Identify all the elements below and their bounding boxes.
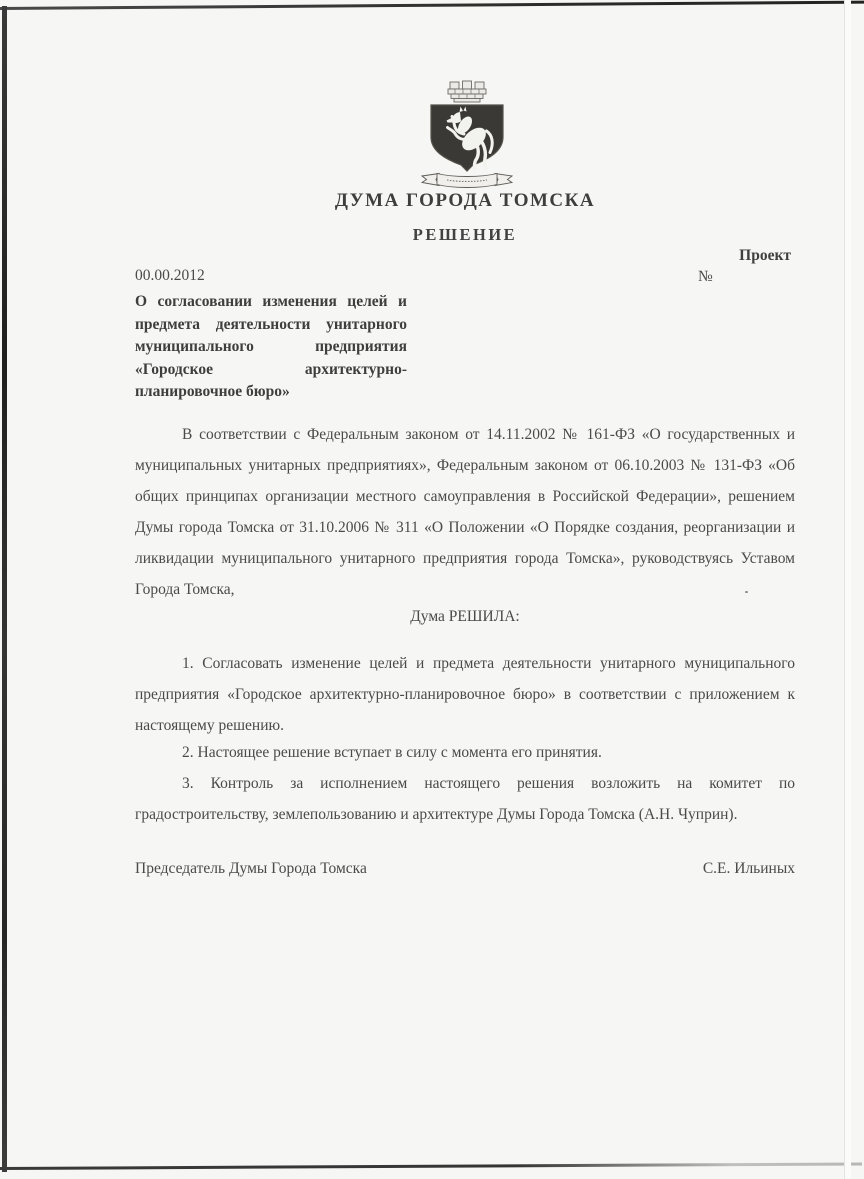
signature-row bbox=[135, 860, 795, 878]
mural-crown-icon bbox=[448, 81, 486, 102]
resolution-item-3: 3. Контроль за исполнением настоящего решения возложить на комитет по градостроительству, землепользованию и архитектуре Думы Города Томска (А.Н. Чуприн). bbox=[135, 775, 795, 823]
draft-label: Проект bbox=[739, 247, 791, 264]
resolution-item-2: 2. Настоящее решение вступает в силу с момента его принятия. bbox=[182, 744, 602, 761]
signer-name: С.Е. Ильиных bbox=[702, 860, 795, 877]
signer-position: Председатель Думы Города Томска bbox=[135, 860, 367, 877]
resolution-heading: Дума РЕШИЛА: bbox=[410, 608, 520, 625]
subject-title-line: муниципального предприятия bbox=[135, 338, 407, 355]
tomsk-coat-of-arms-icon bbox=[419, 80, 515, 190]
ribbon-banner-icon bbox=[422, 174, 512, 188]
scan-edge-right bbox=[844, 0, 851, 1179]
document-type-heading: РЕШЕНИЕ bbox=[412, 225, 518, 244]
resolution-item-1: 1. Согласовать изменение целей и предмета деятельности унитарного муниципального предприятия «Городское архитектурно-планировочное бюро» в соответствии с приложением к настоящему решению. bbox=[135, 655, 795, 734]
organization-title: ДУМА ГОРОДА ТОМСКА bbox=[334, 190, 596, 211]
subject-title-line: планировочное бюро» bbox=[135, 383, 290, 400]
document-subject-title bbox=[135, 291, 407, 404]
subject-title-line: предмета деятельности унитарного bbox=[135, 315, 407, 333]
document-date: 00.00.2012 bbox=[135, 267, 205, 284]
document-number-label: № bbox=[698, 268, 713, 285]
subject-title-line: «Городское архитектурно- bbox=[135, 360, 407, 378]
subject-title-line: О согласовании изменения целей и bbox=[135, 293, 407, 310]
intro-paragraph: В соответствии с Федеральным законом от 14.11.2002 № 161-ФЗ «О государственных и муниципальных унитарных предприятиях», Федеральным законом от 06.10.2003 № 131-ФЗ «Об общих принципах организации местного самоуправления в Российской Федерации», решением Думы города Томска от 31.10.2006 № 311 «О Положении «О Порядке создания, реорганизации и ликвидации муниципального унитарного предприятия города Томска», руководствуясь Уставом Города Томска, bbox=[135, 426, 795, 598]
scan-edge-top bbox=[0, 1, 864, 10]
scan-edge-left bbox=[2, 6, 7, 1172]
scan-edge-bottom bbox=[0, 1162, 862, 1170]
